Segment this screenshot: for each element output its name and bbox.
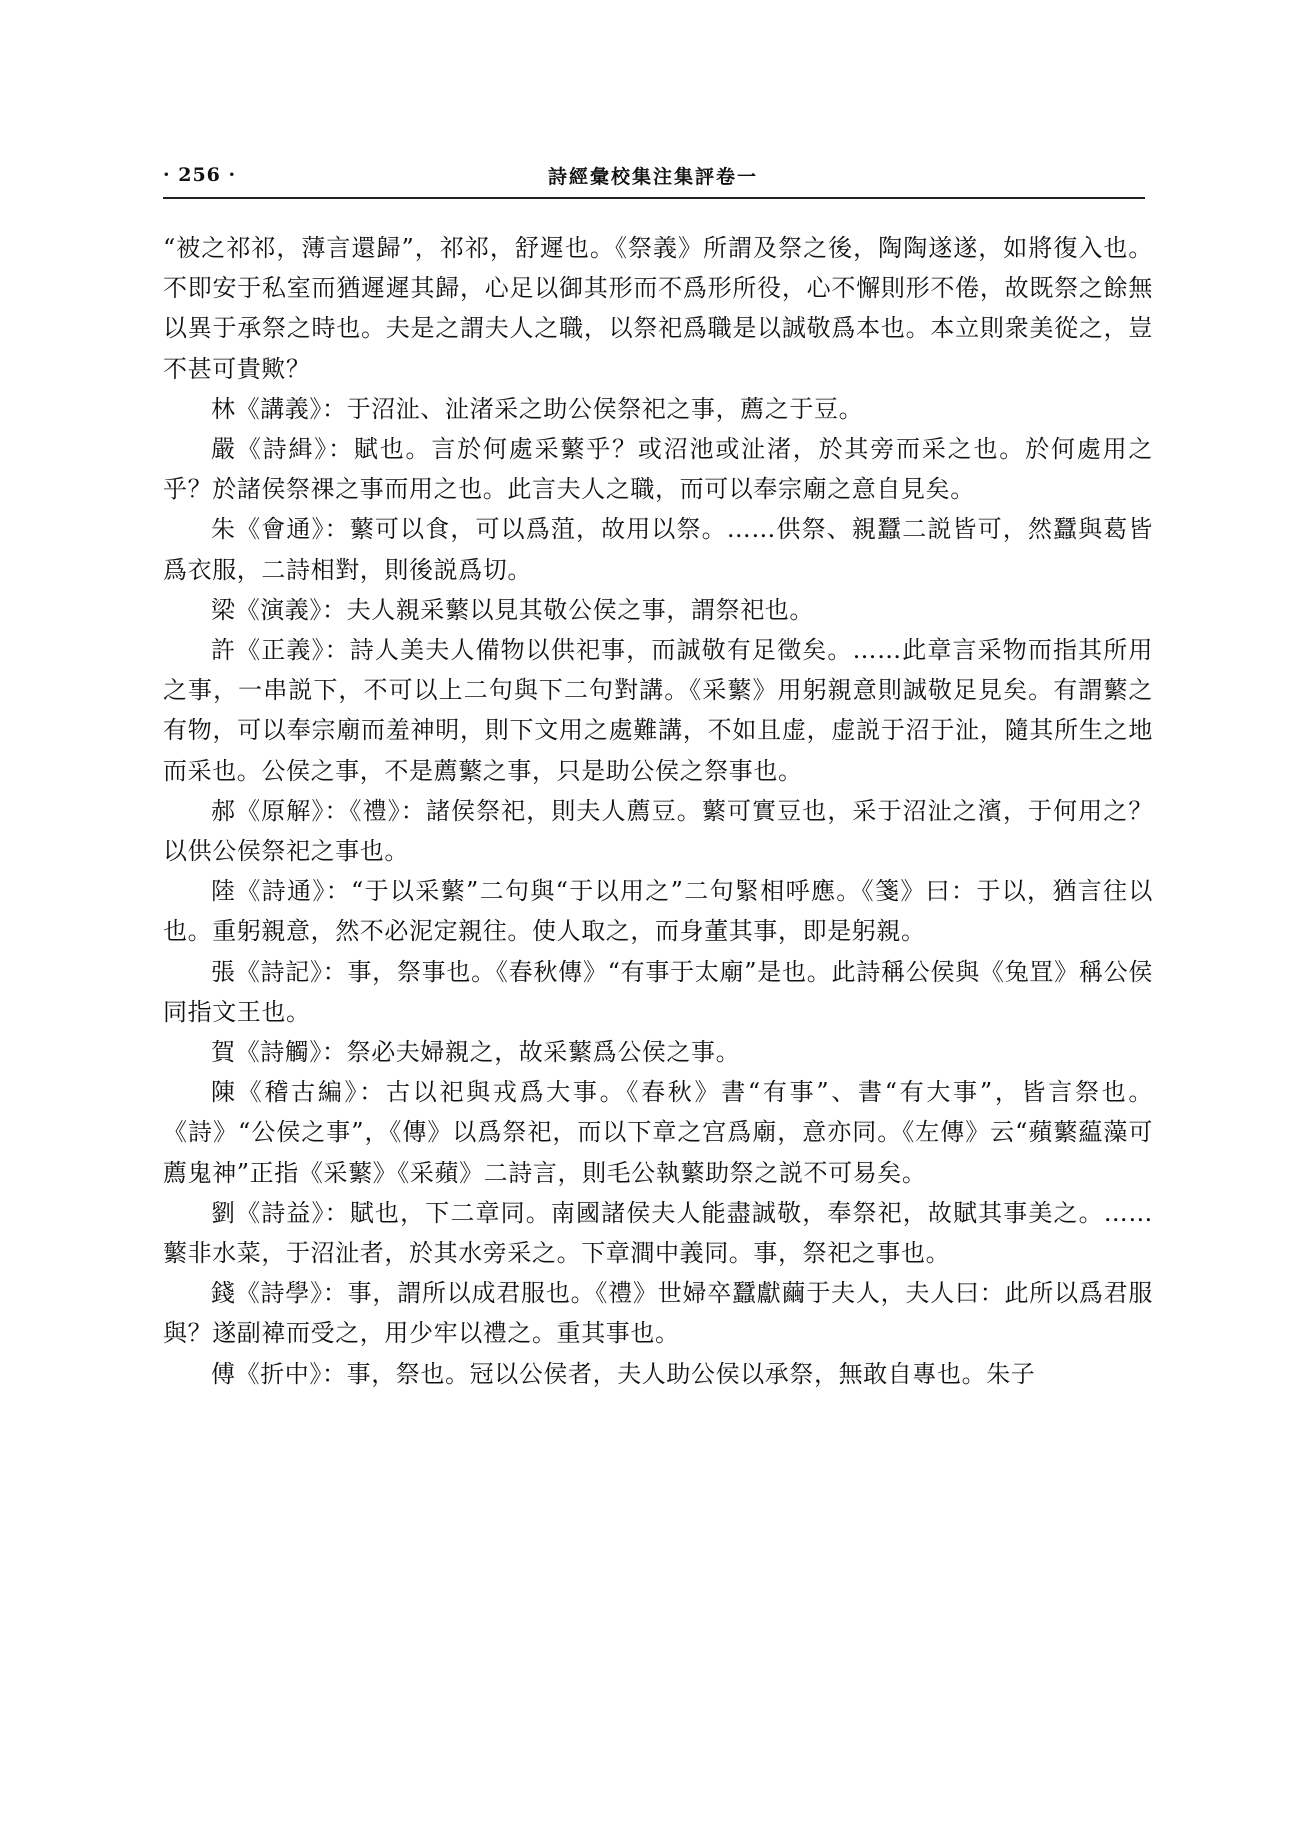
paragraph-lin-jiangyi: 林《講義》：于沼沚、沚渚采之助公侯祭祀之事，薦之于豆。 (211, 394, 864, 423)
paragraph-lu-shitong: 陸《詩通》：“于以采蘩”二句與“于以用之”二句緊相呼應。《箋》曰：于以，猶言往以也。重躬親意，然不必泥定親往。使人取之，而身董其事，即是躬親。 (163, 877, 1153, 946)
running-title: 詩經彙校集注集評卷一 (548, 166, 759, 188)
paragraph-continuation: “被之祁祁，薄言還歸”，祁祁，舒遲也。《祭義》所謂及祭之後，陶陶遂遂，如將復入也。不即安于私室而猶遲遲其歸，心足以御其形而不爲形所役，心不懈則形不倦，故既祭之餘無以異于承祭之時也。夫是之謂夫人之職，以祭祀爲職是以誠敬爲本也。本立則衆美從之，豈不甚可貴歟？ (163, 234, 1153, 383)
paragraph-he-shichu: 賀《詩觸》：祭必夫婦親之，故采蘩爲公侯之事。 (211, 1038, 741, 1067)
page-number: · 256 · (163, 164, 237, 186)
paragraph-zhu-huitong: 朱《會通》：蘩可以食，可以爲菹，故用以祭。……供祭、親蠶二説皆可，然蠶與葛皆爲衣服，二詩相對，則後説爲切。 (163, 515, 1153, 584)
body-text (163, 228, 1153, 1394)
paragraph-chen-jigubian: 陳《稽古編》：古以祀與戎爲大事。《春秋》書“有事”、書“有大事”，皆言祭也。《詩》“公侯之事”，《傳》以爲祭祀，而以下章之宫爲廟，意亦同。《左傳》云“蘋蘩藴藻可薦鬼神”正指《采蘩》《采蘋》二詩言，則毛公執蘩助祭之説不可易矣。 (163, 1078, 1153, 1187)
paragraph-fu-zhezhong: 傅《折中》：事，祭也。冠以公侯者，夫人助公侯以承祭，無敢自專也。朱子 (211, 1359, 1036, 1388)
paragraph-qian-shixue: 錢《詩學》：事，謂所以成君服也。《禮》世婦卒蠶獻繭于夫人，夫人曰：此所以爲君服與？遂副褘而受之，用少牢以禮之。重其事也。 (163, 1279, 1153, 1348)
paragraph-xu-zhengyi: 許《正義》：詩人美夫人備物以供祀事，而誠敬有足徵矣。……此章言采物而指其所用之事，一串説下，不可以上二句與下二句對講。《采蘩》用躬親意則誠敬足見矣。有謂蘩之有物，可以奉宗廟而羞神明，則下文用之處難講，不如且虚，虚説于沼于沚，隨其所生之地而采也。公侯之事，不是薦蘩之事，只是助公侯之祭事也。 (163, 636, 1154, 785)
page-header (163, 158, 1143, 198)
paragraph-hao-yuanjie: 郝《原解》：《禮》：諸侯祭祀，則夫人薦豆。蘩可實豆也，采于沼沚之濱，于何用之？以供公侯祭祀之事也。 (163, 796, 1153, 866)
header-divider (163, 197, 1145, 199)
paragraph-liu-shiyi: 劉《詩益》：賦也，下二章同。南國諸侯夫人能盡誠敬，奉祭祀，故賦其事美之。……蘩非水菜，于沼沚者，於其水旁采之。下章澗中義同。事，祭祀之事也。 (163, 1198, 1153, 1268)
paragraph-liang-yanyi: 梁《演義》：夫人親采蘩以見其敬公侯之事，謂祭祀也。 (211, 595, 814, 624)
paragraph-zhang-shiji: 張《詩記》：事，祭事也。《春秋傳》“有事于太廟”是也。此詩稱公侯與《兔罝》稱公侯同指文王也。 (163, 957, 1153, 1026)
paragraph-yan-shiji: 嚴《詩緝》：賦也。言於何處采蘩乎？或沼池或沚渚，於其旁而采之也。於何處用之乎？於諸侯祭祼之事而用之也。此言夫人之職，而可以奉宗廟之意自見矣。 (163, 435, 1153, 504)
